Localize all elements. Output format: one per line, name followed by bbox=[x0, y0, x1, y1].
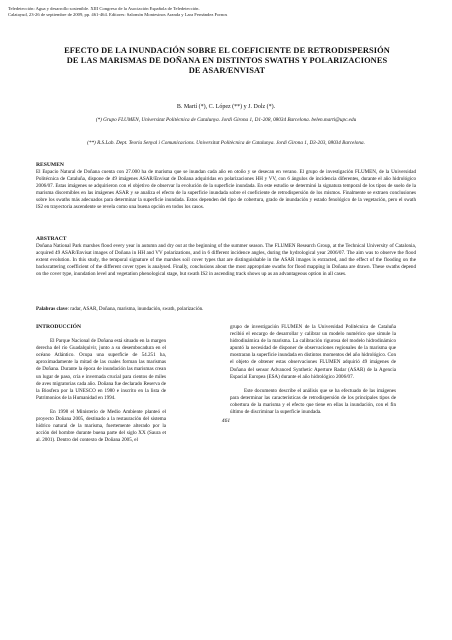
authors: B. Martí (*), C. López (**) y J. Dolz (*). bbox=[176, 104, 276, 110]
conference-header bbox=[8, 6, 438, 18]
keywords-text: : radar, ASAR, Doñana, marisma, inundación, swath, polarización. bbox=[67, 306, 204, 312]
abstract-heading: ABSTRACT bbox=[36, 236, 67, 242]
introduccion-heading: INTRODUCCIÓN bbox=[36, 324, 82, 330]
right-column bbox=[230, 324, 396, 423]
page-number: 461 bbox=[221, 418, 231, 424]
resumen-heading: RESUMEN bbox=[36, 162, 64, 168]
paper-title: EFECTO DE LA INUNDACIÓN SOBRE EL COEFICIENTE DE RETRODISPERSIÓN DE LAS MARISMAS DE DOÑANA EN DISTINTOS SWATHS Y POLARIZACIONES DE ASAR/ENVISAT bbox=[64, 46, 390, 75]
left-column bbox=[36, 324, 166, 451]
keywords bbox=[36, 306, 416, 313]
affiliation-2: (**) R.S.Lab. Dept. Teoria Senyal i Comunicacions. Universitat Politècnica de Catalunya. Jordi Girona 1, D3-203, 08034 Barcelona. bbox=[87, 140, 365, 146]
affiliation-1: (*) Grupo FLUMEN, Universitat Politècnica de Catalunya. Jordi Girona 1, D1-208, 08034 Barcelona. belen.marti@upc.edu bbox=[95, 117, 357, 123]
left-paragraph-2: En 1998 el Ministerio de Medio Ambiente planteó el proyecto Doñana 2005, destinado a la restauración del sistema hídrico natural de la marisma, fuertemente alterado por la acción del hombre durante buena parte del siglo XX (Saura et al. 2001). Dentro del contexto de Doñana 2005, el bbox=[36, 408, 166, 444]
conference-header-line-2: Calatayud, 23-26 de septiembre de 2009, pp. 461-464. Editores: Salomón Montesinos Aranda y Lara Fernández Fornos bbox=[8, 12, 228, 18]
right-paragraph-2: Este documento describe el análisis que se ha efectuado de las imágenes para determinar las características de retrodispersión de los principales tipos de cobertura de la marisma y el efecto que tiene en ellas la inundación, con el fin último de discriminar la superficie inundada. bbox=[230, 387, 396, 416]
abstract-text: Doñana National Park marshes flood every year in autumn and dry out at the beginning of the summer season. The FLUMEN Research Group, at the Technical University of Catalonia, acquired 49 ASAR/Envisat images of Doñana in HH and VV polarizations, and in 6 different incidence angles, during the hydrological year 2006/07. The aim was to observe the flood extent evolution. In this study, the temporal signature of the marshes soil cover types that are distinguishable in the ASAR images is extracted, and the effect of the flooding on the backscattering coefficient of the different cover types is analysed. Finally, conclusions about the most appropriate swaths for flood mapping in Doñana are drawn. These swaths depend on the cover type, inundation level and vegetation phenological stage, but swath IS2 in ascending track shows up as an advantageous option in all cases. bbox=[36, 243, 416, 277]
keywords-label: Palabras clave bbox=[36, 306, 68, 312]
right-paragraph-1: grupo de investigación FLUMEN de la Universidad Politécnica de Cataluña recibió el encargo de desarrollar y calibrar un modelo numérico que simule la hidrodinámica de la marisma. La calibración rigurosa del modelo hidrodinámico apuntó la necesidad de disponer de observaciones regionales de la marisma que mostraran la superficie inundada en distintos momentos del año hidrológico. Con el objeto de obtener estas observaciones FLUMEN adquirió 49 imágenes de Doñana del sensor Advanced Synthetic Aperture Radar (ASAR) de la Agencia Espacial Europea (ESA) durante el año hidrológico 2006/07. bbox=[230, 324, 396, 380]
resumen-text: El Espacio Natural de Doñana cuenta con 27.000 ha de marisma que se inundan cada año en otoño y se desecan en verano. El grupo de investigación FLUMEN, de la Universidad Politécnica de Cataluña, dispone de 49 imágenes ASAR/Envisat de Doñana adquiridas en polarizaciones HH y VV, con 6 ángulos de incidencia diferentes, durante el año hidrológico 2006/07. Estas imágenes se adquirieron con el objetivo de observar la evolución de la superficie inundada. En este estudio se determinó la signatura temporal de los tipos de suelo de la marisma discernibles en las imágenes ASAR y se analiza el efecto de la superficie inundada sobre el coeficiente de retrodispersión de los mismos. Finalmente se extraen conclusiones sobre los swaths más adecuados para determinar la superficie inundada. Estos dependen del tipo de cobertura, grado de inundación y estado fenológico de la vegetación, pero el swath IS2 en trayectoria ascendente se revela como una buena opción en todos los casos. bbox=[36, 169, 416, 210]
conference-header-line-1: Teledetección: Agua y desarrollo sostenible. XIII Congreso de la Asociación Española de Teledetección. bbox=[8, 6, 200, 11]
left-paragraph-1: El Parque Nacional de Doñana está situado en la margen derecha del río Guadalquivir, junto a su desembocadura en el océano Atlántico. Ocupa una superficie de 54.251 ha, aproximadamente la mitad de las cuales forman las marismas de Doñana. Durante la época de inundación las marismas crean un lugar de paso, cría e invernada crucial para cientos de miles de aves migratorias cada año. Doñana fue declarado Reserva de la Biosfera por la UNESCO en 1980 e inscrito en la lista de Patrimonios de la Humanidad en 1994. bbox=[36, 338, 166, 401]
